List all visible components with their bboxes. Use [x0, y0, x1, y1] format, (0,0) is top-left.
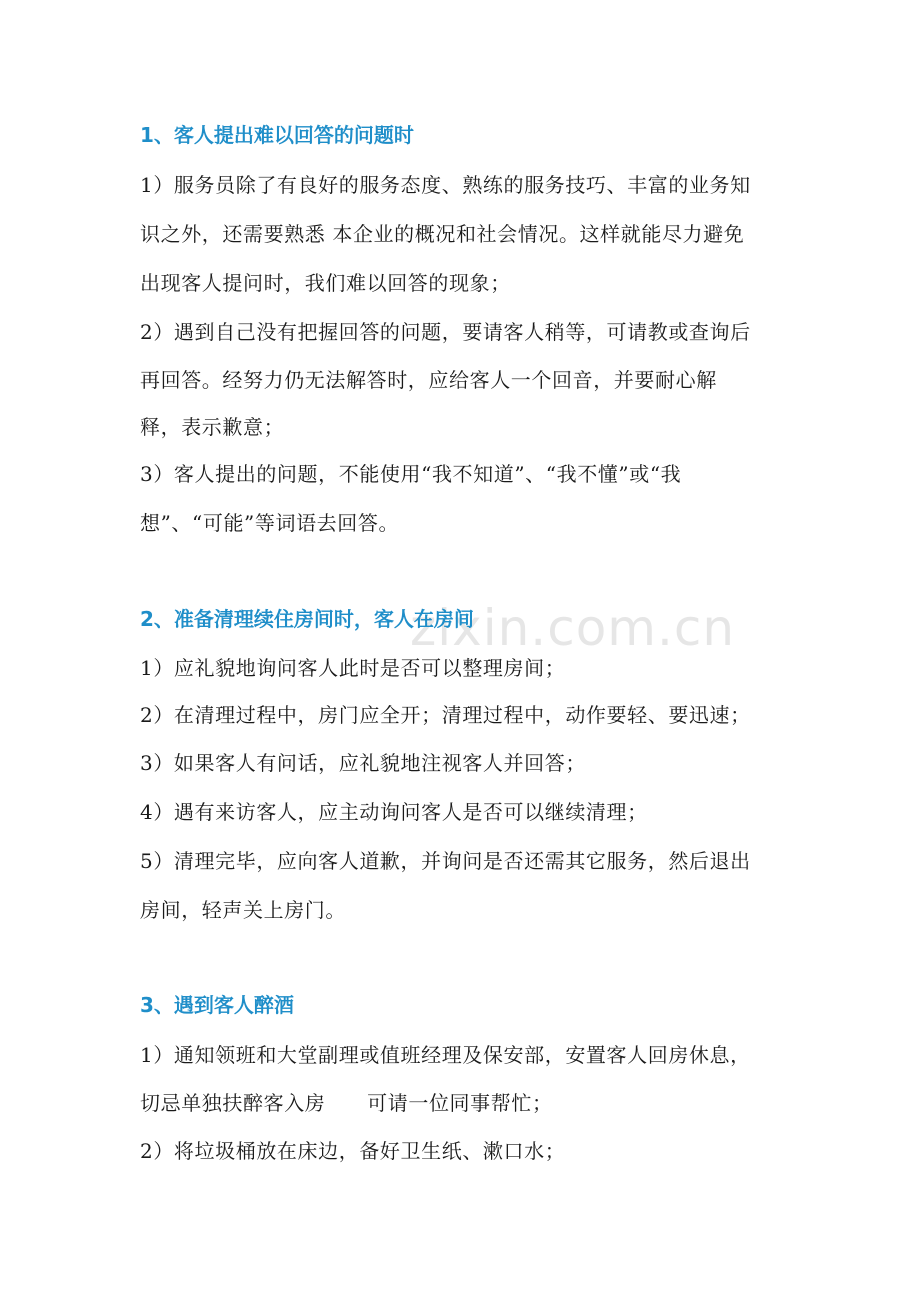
watermark: zixin.com.cn — [410, 599, 736, 657]
paragraph-line: 切忌单独扶醉客入房 可请一位同事帮忙； — [140, 1091, 553, 1115]
paragraph-line: 1）应礼貌地询问客人此时是否可以整理房间； — [140, 656, 566, 680]
paragraph-line: 识之外，还需要熟悉 本企业的概况和社会情况。这样就能尽力避免 — [140, 222, 745, 246]
paragraph-line: 5）清理完毕，应向客人道歉，并询问是否还需其它服务，然后退出 — [140, 849, 751, 873]
paragraph-line: 1）通知领班和大堂副理或值班经理及保安部，安置客人回房休息， — [140, 1043, 751, 1067]
section-heading-3: 3、遇到客人醉酒 — [140, 993, 294, 1017]
paragraph-line: 4）遇有来访客人，应主动询问客人是否可以继续清理； — [140, 800, 648, 824]
paragraph-line: 1）服务员除了有良好的服务态度、熟练的服务技巧、丰富的业务知 — [140, 173, 751, 197]
paragraph-line: 2）在清理过程中，房门应全开；清理过程中，动作要轻、要迅速； — [140, 703, 751, 727]
paragraph-line: 想”、“可能”等词语去回答。 — [140, 511, 400, 535]
paragraph-line: 3）客人提出的问题，不能使用“我不知道”、“我不懂”或“我 — [140, 462, 682, 486]
paragraph-line: 出现客人提问时，我们难以回答的现象； — [140, 271, 511, 295]
paragraph-line: 3）如果客人有问话，应礼貌地注视客人并回答； — [140, 751, 586, 775]
paragraph-line: 2）将垃圾桶放在床边，备好卫生纸、漱口水； — [140, 1139, 566, 1163]
paragraph-line: 2）遇到自己没有把握回答的问题，要请客人稍等，可请教或查询后 — [140, 320, 751, 344]
paragraph-line: 再回答。经努力仍无法解答时，应给客人一个回音，并要耐心解 — [140, 368, 717, 392]
section-heading-1: 1、客人提出难以回答的问题时 — [140, 123, 414, 147]
paragraph-line: 释，表示歉意； — [140, 415, 285, 439]
section-heading-2: 2、准备清理续住房间时，客人在房间 — [140, 607, 474, 631]
paragraph-line: 房间，轻声关上房门。 — [140, 898, 346, 922]
